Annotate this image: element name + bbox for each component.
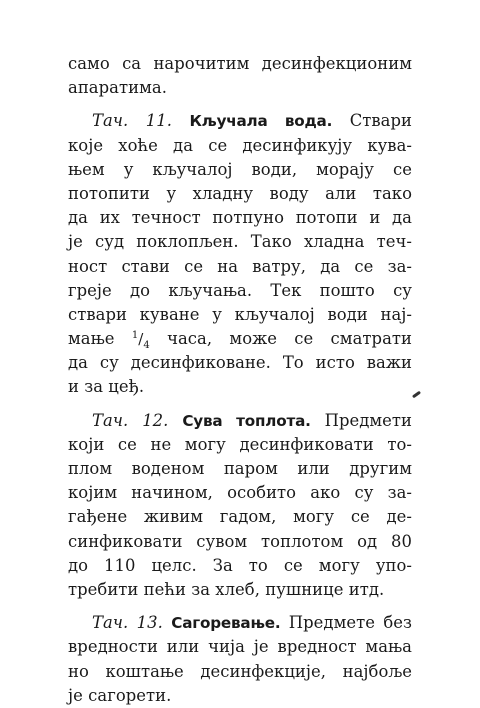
text-fragment: Предмете без: [288, 613, 412, 633]
section-11-paragraph: [68, 109, 412, 399]
text-line: ствари куване у кључалој води нај-: [68, 304, 412, 324]
text-line: да су десинфиковане. То исто важи: [68, 353, 412, 373]
text-line: је сагорети.: [68, 685, 172, 705]
text-line: гађене живим гадом, могу се де-: [68, 507, 412, 527]
text-line: које хоће да се десинфикују кува-: [68, 135, 412, 155]
fraction-slash: /: [138, 330, 144, 349]
fraction-line: [68, 327, 412, 351]
text-line: и за цеђ.: [68, 377, 145, 397]
section-11-first-line: [68, 109, 412, 133]
section-13-ref: Тач. 13.: [92, 613, 163, 633]
text-line: греје до кључања. Тек пошто су: [68, 280, 412, 300]
text-line: који се не могу десинфиковати то-: [68, 434, 412, 454]
book-page: [68, 52, 412, 708]
quarter-fraction: [131, 330, 150, 352]
text-line: којим начином, особито ако су за-: [68, 483, 412, 503]
section-12-heading: Сува топлота.: [182, 411, 311, 430]
text-line: је суд поклопљен. Тако хладна теч-: [68, 232, 412, 252]
text-fragment: Ствари: [349, 111, 413, 131]
text-line: требити пећи за хлеб, пушнице итд.: [68, 579, 385, 599]
text-fragment: часа, може се сматрати: [167, 329, 412, 349]
fraction-denominator: 4: [143, 340, 150, 352]
text-fragment: Предмети: [324, 410, 413, 430]
section-13-heading: Сагоревање.: [171, 614, 281, 633]
section-11-heading: Кључала вода.: [189, 112, 333, 131]
section-12-paragraph: [68, 409, 412, 603]
text-line: апаратима.: [68, 78, 167, 98]
ink-speck: [412, 391, 421, 399]
text-line: да их течност потпуно потопи и да: [68, 208, 412, 228]
text-line: синфиковати сувом топлотом од 80: [68, 531, 412, 551]
text-line: ност стави се на ватру, да се за-: [68, 256, 412, 276]
text-line: но коштање десинфекције, најбоље: [68, 661, 412, 681]
section-12-first-line: [68, 409, 412, 433]
text-fragment: мање: [68, 329, 115, 349]
text-line: њем у кључалој води, морају се: [68, 159, 412, 179]
section-13-first-line: [68, 611, 412, 635]
text-line: вредности или чија је вредност мања: [68, 637, 412, 657]
intro-paragraph: [68, 52, 412, 100]
text-line: до 110 целс. За то се могу упо-: [68, 555, 412, 575]
text-line: плом воденом паром или другим: [68, 459, 412, 478]
text-line: само са нарочитим десинфекционим: [68, 54, 412, 73]
section-13-paragraph: [68, 611, 412, 708]
section-12-ref: Тач. 12.: [92, 410, 169, 430]
section-11-ref: Тач. 11.: [92, 111, 173, 131]
fraction-numerator: 1: [131, 330, 139, 342]
text-line: потопити у хладну воду али тако: [68, 183, 412, 203]
